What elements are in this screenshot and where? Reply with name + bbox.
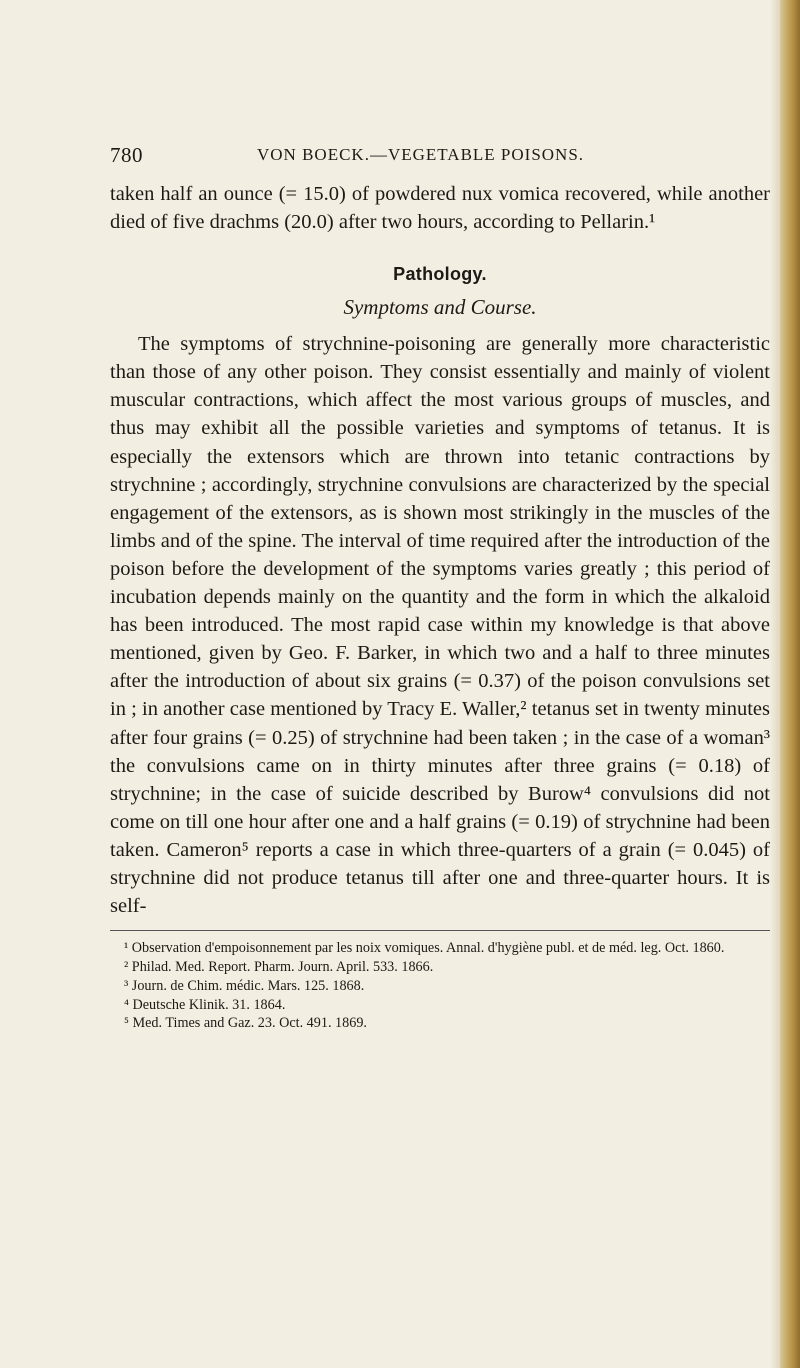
footnote-rule <box>110 930 770 931</box>
footnote-5: ⁵ Med. Times and Gaz. 23. Oct. 491. 1869. <box>124 1015 367 1032</box>
page-gutter-shadow <box>770 0 780 1368</box>
page-content <box>110 180 770 1033</box>
running-head: VON BOECK.—VEGETABLE POISONS. <box>257 145 585 164</box>
footnote-1: ¹ Observation d'empoisonnement par les noix vomiques. Annal. d'hygiène publ. et de méd. leg. Oct. 1860. <box>124 940 725 957</box>
footnote-4: ⁴ Deutsche Klinik. 31. 1864. <box>124 996 286 1013</box>
page-edge <box>780 0 800 1368</box>
footnote-3: ³ Journ. de Chim. médic. Mars. 125. 1868. <box>124 977 365 994</box>
subsection-heading: Symptoms and Course. <box>343 295 537 320</box>
section-heading: Pathology. <box>393 264 487 285</box>
body-paragraph: The symptoms of strychnine-poisoning are generally more characteristic than those of any other poison. They consist essentially and mainly of violent muscular contractions, which affect the most various groups of muscles, and thus may exhibit all the possible varieties and symptoms of tetanus. It is especially the extensors which are thrown into tetanic contractions by strychnine ; accordingly, strychnine convulsions are characterized by the special engagement of the extensors, as is shown most strikingly in the muscles of the limbs and of the spine. The interval of time required after the introduction of the poison before the development of the symptoms varies greatly ; this period of incubation depends mainly on the quantity and the form in which the alkaloid has been introduced. The most rapid case within my knowledge is that above mentioned, given by Geo. F. Barker, in which two and a half to three minutes after the introduction of about six grains (= 0.37) of the poison convulsions set in ; in another case mentioned by Tracy E. Waller,² tetanus set in twenty minutes after four grains (= 0.25) of strychnine had been taken ; in the case of a woman³ the convulsions came on in thirty minutes after three grains (= 0.18) of strychnine; in the case of suicide described by Burow⁴ convulsions did not come on till one hour after one and a half grains (= 0.19) of strychnine had been taken. Cameron⁵ reports a case in which three-quarters of a grain (= 0.045) of strychnine did not produce tetanus till after one and three-quarter hours. It is self- <box>110 333 770 918</box>
footnotes <box>110 939 770 1033</box>
opening-paragraph: taken half an ounce (= 15.0) of powdered nux vomica recovered, while another died of five drachms (20.0) after two hours, according to Pellarin.¹ <box>110 183 770 234</box>
page-number: 780 <box>110 143 143 167</box>
footnote-2: ² Philad. Med. Report. Pharm. Journ. April. 533. 1866. <box>124 958 434 975</box>
